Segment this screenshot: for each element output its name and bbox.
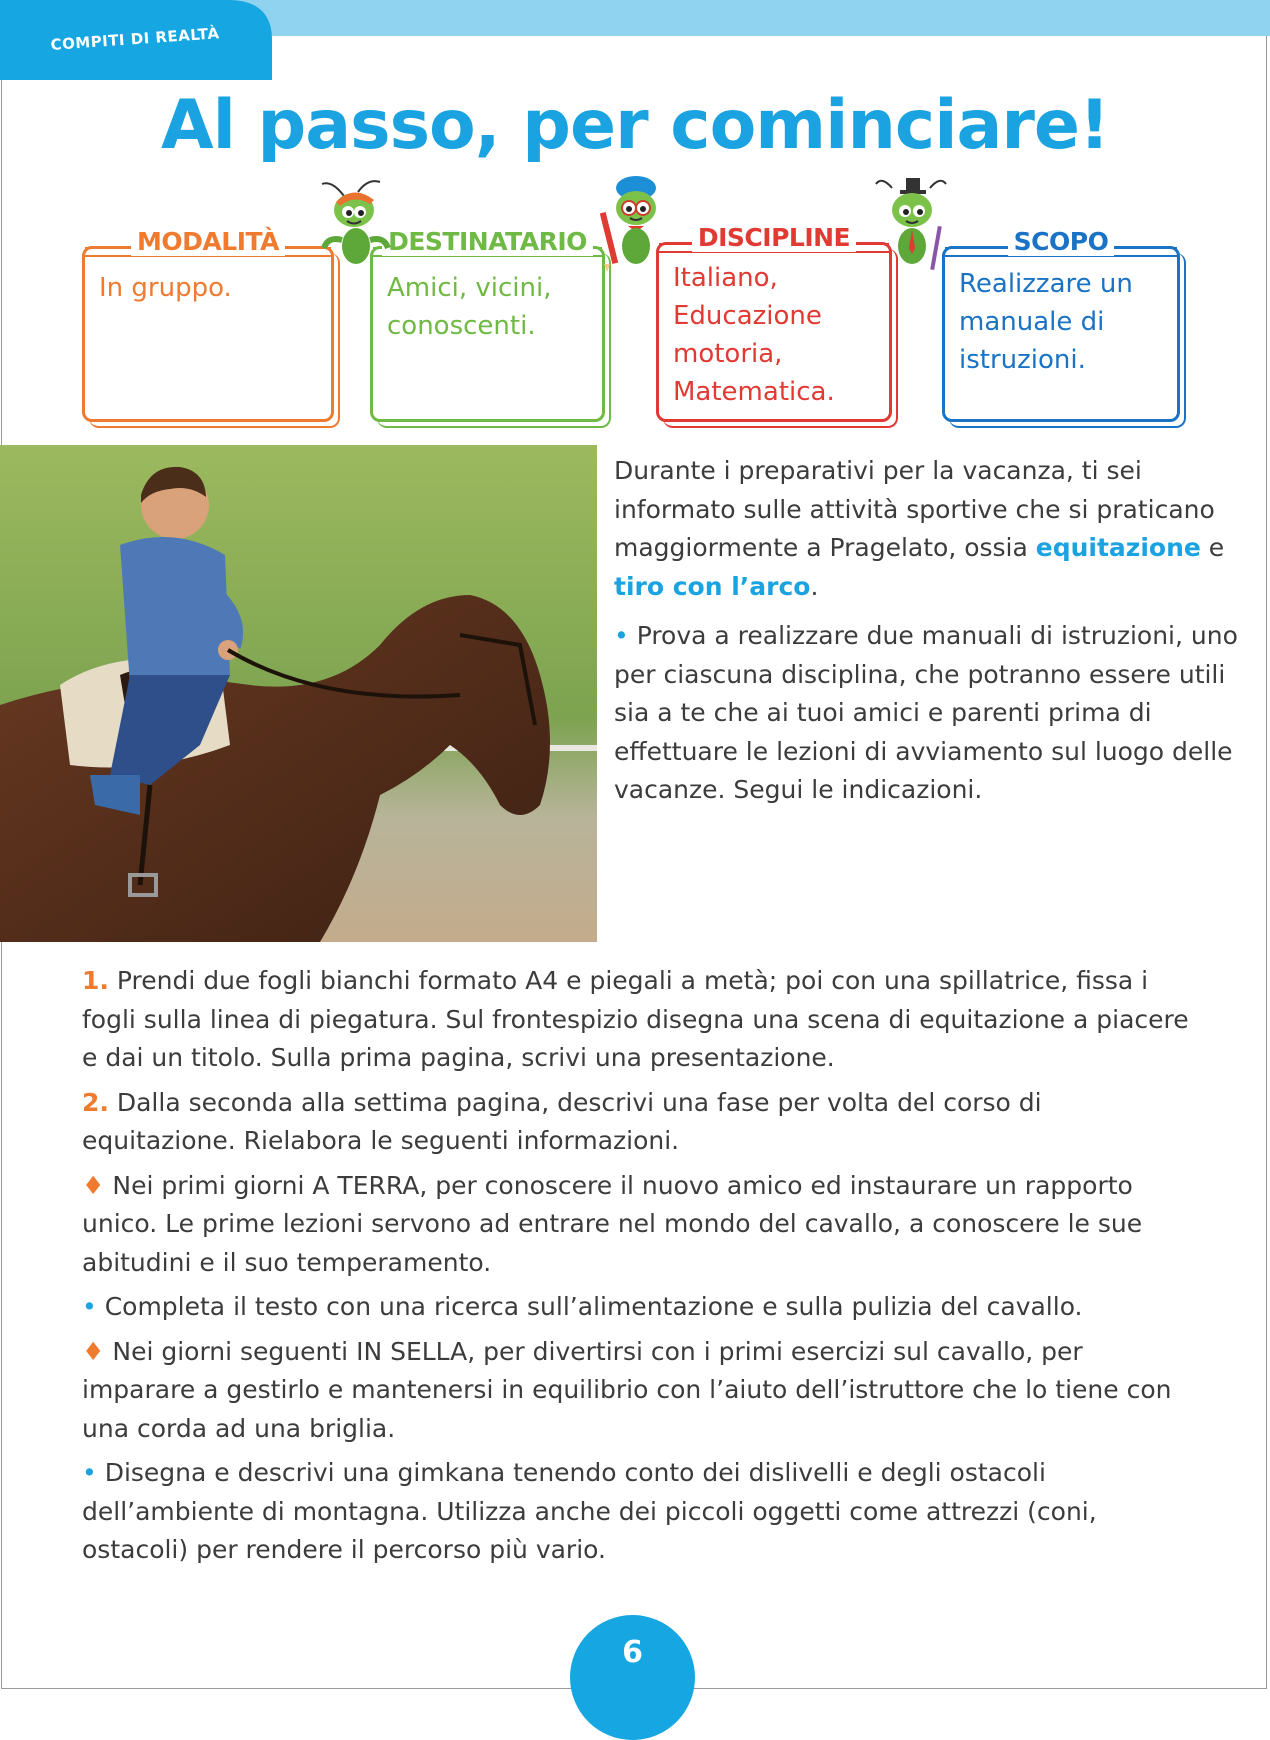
box-text: Realizzare un manuale di istruzioni. [959,269,1133,375]
cricket-mascot-tophat-icon [872,176,952,272]
step-text: Dalla seconda alla settima pagina, descrivi una fase per volta del corso di equitazione. Rielabora le seguenti informazioni. [82,1087,1042,1155]
diamond-bullet-icon: ♦ [82,1336,105,1366]
page-number-badge [570,1615,695,1740]
list-item [82,1454,1192,1570]
intro-text-part: Durante i preparativi per la vacanza, ti sei informato sulle attività sportive che si praticano maggiormente a Pragelato, ossia [614,456,1215,562]
steps-list [82,962,1192,1576]
step-marker: 1. [82,966,109,995]
photo-illustration [0,445,597,942]
page-number: 6 [622,1635,643,1670]
box-destinatario [370,227,605,422]
highlight-equitazione: equitazione [1035,533,1201,562]
cricket-mascot-icon [318,178,396,270]
list-item [82,962,1192,1078]
instruction-text: Prova a realizzare due manuali di istruzioni, uno per ciascuna disciplina, che potranno essere utili sia a te che ai tuoi amici e parenti prima di effettuare le lezioni di avviamento sul luogo delle vacanze. Segui le indicazioni. [614,621,1238,804]
dot-bullet-icon: • [82,1292,97,1321]
box-scopo [942,227,1180,422]
cricket-mascot-pencil-icon [598,172,674,272]
box-modalita [82,227,334,422]
boy-riding-horse-photo [0,445,597,942]
intro-text [614,452,1244,821]
section-label: COMPITI DI REALTÀ [50,24,221,54]
list-item [82,1333,1192,1449]
intro-instruction [614,617,1244,810]
box-text: Italiano, Educazione motoria, Matematica. [673,263,835,407]
highlight-tiro-con-arco: tiro con l’arco [614,571,811,601]
list-item [82,1288,1192,1327]
diamond-bullet-icon: ♦ [82,1170,105,1200]
box-discipline [656,223,892,422]
box-text: In gruppo. [99,273,232,303]
step-text: Disegna e descrivi una gimkana tenendo conto dei dislivelli e degli ostacoli dell’ambiente di montagna. Utilizza anche dei piccoli oggetti come attrezzi (coni, ostacoli) per rendere il percorso più vario. [82,1458,1097,1564]
intro-text-part: . [810,571,819,601]
box-text: Amici, vicini, conoscenti. [387,273,552,341]
box-heading: SCOPO [1008,227,1115,256]
step-text: Nei giorni seguenti IN SELLA, per divertirsi con i primi esercizi sul cavallo, per imparare a gestirlo e mantenersi in equilibrio con l’aiuto dell’istruttore che lo tiene con una corda ad una briglia. [82,1336,1172,1443]
list-item [82,1167,1192,1283]
intro-text-part: e [1200,533,1225,562]
step-marker: 2. [82,1087,109,1117]
box-heading: MODALITÀ [131,227,285,256]
page-title: Al passo, per cominciare! [160,86,1110,165]
step-text: Nei primi giorni A TERRA, per conoscere il nuovo amico ed instaurare un rapporto unico. Le prime lezioni servono ad entrare nel mondo del cavallo, a conoscere le sue abitudini e il suo temperamento. [82,1170,1143,1277]
list-item [82,1084,1192,1161]
box-heading: DESTINATARIO [382,227,593,256]
step-text: Completa il testo con una ricerca sull’alimentazione e sulla pulizia del cavallo. [96,1292,1083,1321]
box-heading: DISCIPLINE [692,223,856,252]
bullet-icon: • [614,621,629,650]
intro-paragraph [614,452,1244,606]
dot-bullet-icon: • [82,1458,97,1487]
step-text: Prendi due fogli bianchi formato A4 e piegali a metà; poi con una spillatrice, fissa i fogli sulla linea di piegatura. Sul frontespizio disegna una scena di equitazione a piacere e dai un titolo. Sulla prima pagina, scrivi una presentazione. [82,966,1189,1072]
